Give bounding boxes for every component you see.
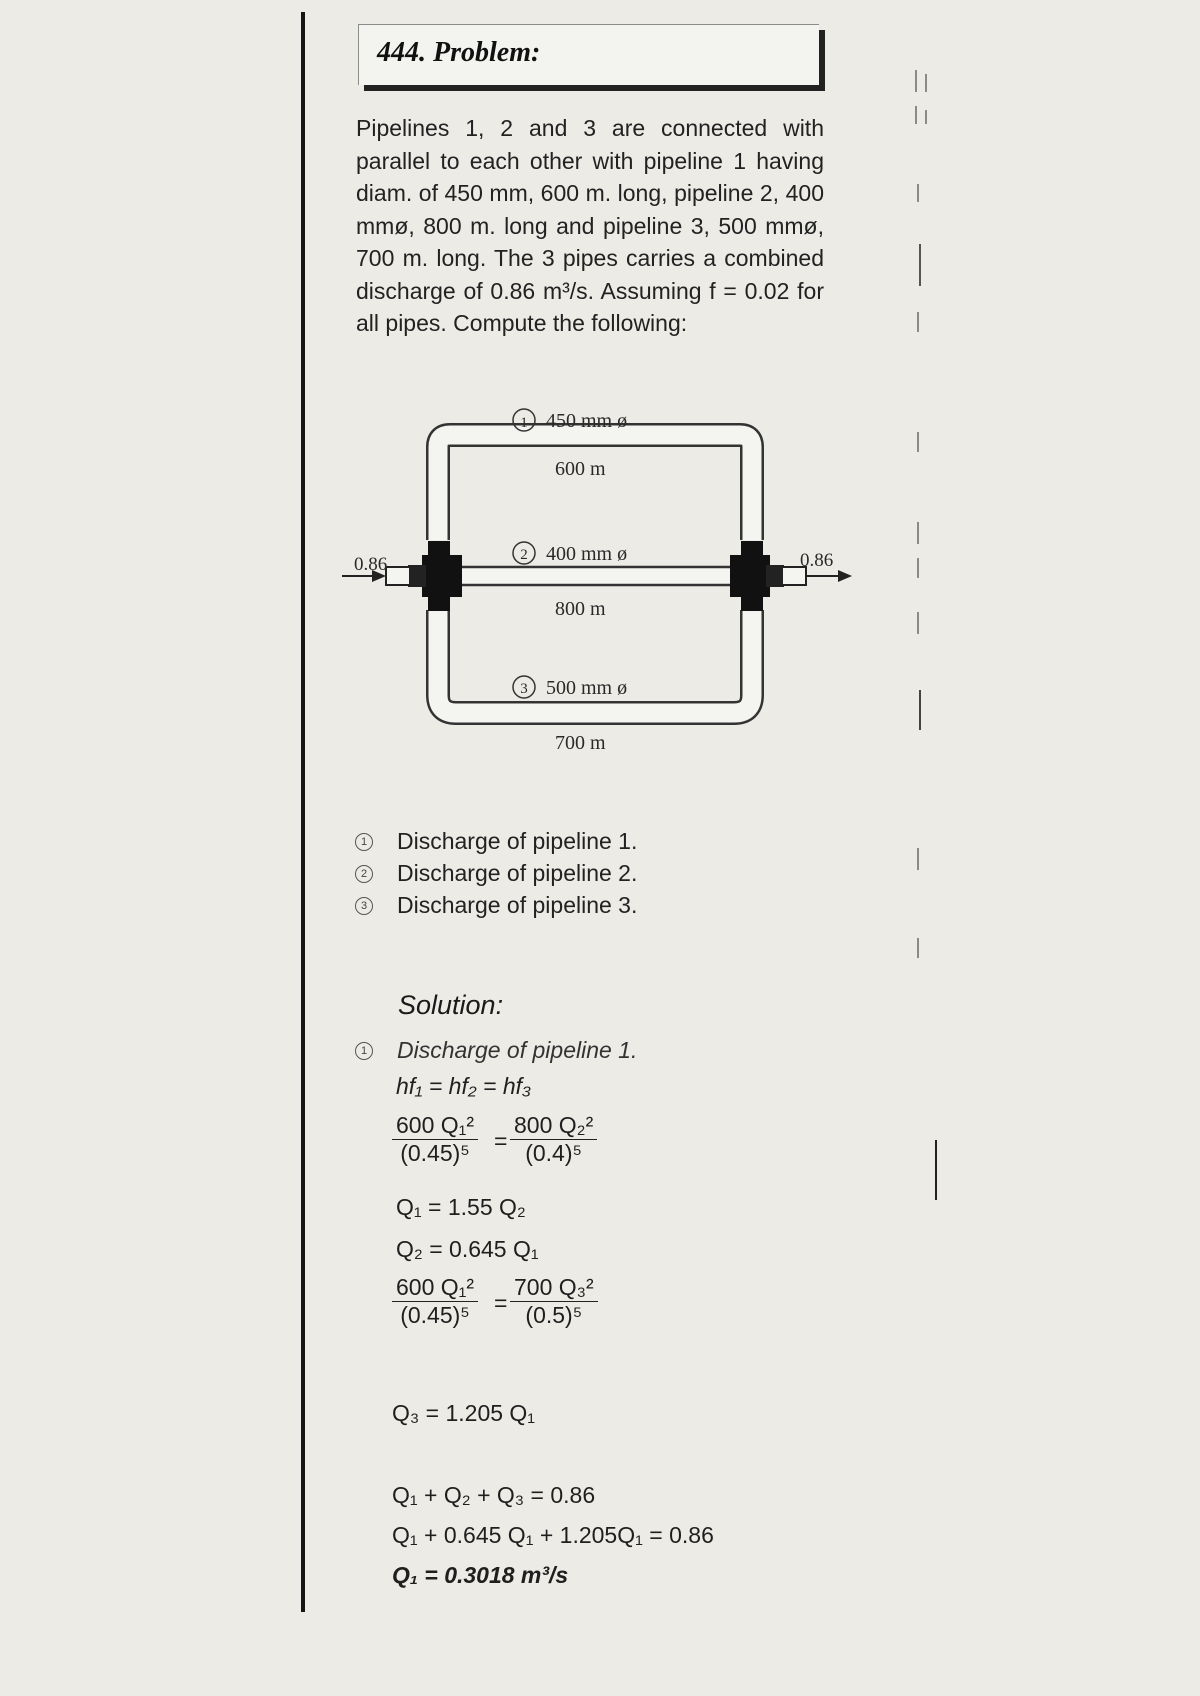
pipe-1-shape: [438, 435, 752, 540]
outflow-value: 0.86: [800, 550, 834, 571]
outflow-arrow: [806, 570, 852, 582]
equation-final-answer: Q₁ = 0.3018 m³/s: [392, 1562, 569, 1588]
fraction-denominator: (0.4)⁵: [510, 1139, 597, 1167]
pipe-2-length: 800 m: [555, 598, 606, 620]
fraction: [392, 1274, 478, 1329]
circled-number-icon: 3: [355, 897, 373, 915]
fraction: [510, 1274, 598, 1329]
pipe-2-shape: [455, 567, 735, 585]
fraction: [392, 1112, 478, 1167]
pipe-1-diameter: 450 mm ø: [546, 410, 628, 432]
pipe-1-num: 1: [520, 415, 528, 431]
pipe-3-diameter: 500 mm ø: [546, 677, 628, 699]
pipe-2-num: 2: [520, 547, 528, 563]
fraction-denominator: (0.45)⁵: [392, 1139, 478, 1167]
circled-number-icon: 1: [355, 833, 373, 851]
fraction-numerator: 600 Q₁²: [396, 1112, 475, 1138]
right-junction: [730, 541, 806, 611]
left-margin-rule: [301, 12, 305, 1612]
equals-sign: =: [494, 1128, 508, 1154]
problem-header: [358, 24, 819, 85]
equation-sum: Q₁ + Q₂ + Q₃ = 0.86: [392, 1482, 596, 1508]
equation-q3: Q₃ = 1.205 Q₁: [392, 1400, 536, 1426]
pipe-1-length: 600 m: [555, 458, 606, 480]
equation-substitution: Q₁ + 0.645 Q₁ + 1.205Q₁ = 0.86: [392, 1522, 714, 1548]
left-junction: [386, 541, 462, 611]
pipe-3-length: 700 m: [555, 732, 606, 754]
problem-title: 444. Problem:: [377, 37, 541, 68]
fraction-denominator: (0.45)⁵: [392, 1301, 478, 1329]
solution-heading: Solution:: [398, 990, 504, 1020]
question-label: Discharge of pipeline 1.: [397, 828, 638, 854]
inflow-value: 0.86: [354, 554, 388, 575]
fraction-numerator: 800 Q₂²: [514, 1112, 594, 1138]
pipe-3-num: 3: [520, 681, 528, 697]
equals-sign: =: [494, 1290, 508, 1316]
right-margin-marks: [915, 50, 945, 1250]
pipe-network-diagram: [340, 395, 860, 775]
equation-head-loss: hf₁ = hf₂ = hf₃: [396, 1073, 532, 1099]
problem-statement: Pipelines 1, 2 and 3 are connected with parallel to each other with pipeline 1 having diam. of 450 mm, 600 m. long, pipeline 2, 400 mmø, 800 m. long and pipeline 3, 500 mmø, 700 m. long. The 3 pipes carries a combined discharge of 0.86 m³/s. Assuming f = 0.02 for all pipes. Compute the following:: [356, 115, 824, 336]
circled-number-icon: 1: [355, 1042, 373, 1060]
equation-q1: Q₁ = 1.55 Q₂: [396, 1194, 526, 1220]
fraction-numerator: 600 Q₁²: [396, 1274, 475, 1300]
fraction-numerator: 700 Q₃²: [514, 1274, 594, 1300]
pipe-2-diameter: 400 mm ø: [546, 543, 628, 565]
question-label: Discharge of pipeline 3.: [397, 892, 638, 918]
fraction-denominator: (0.5)⁵: [510, 1301, 598, 1329]
solution-step-label: Discharge of pipeline 1.: [397, 1037, 638, 1063]
fraction: [510, 1112, 597, 1167]
circled-number-icon: 2: [355, 865, 373, 883]
question-label: Discharge of pipeline 2.: [397, 860, 638, 886]
equation-q2: Q₂ = 0.645 Q₁: [396, 1236, 539, 1262]
